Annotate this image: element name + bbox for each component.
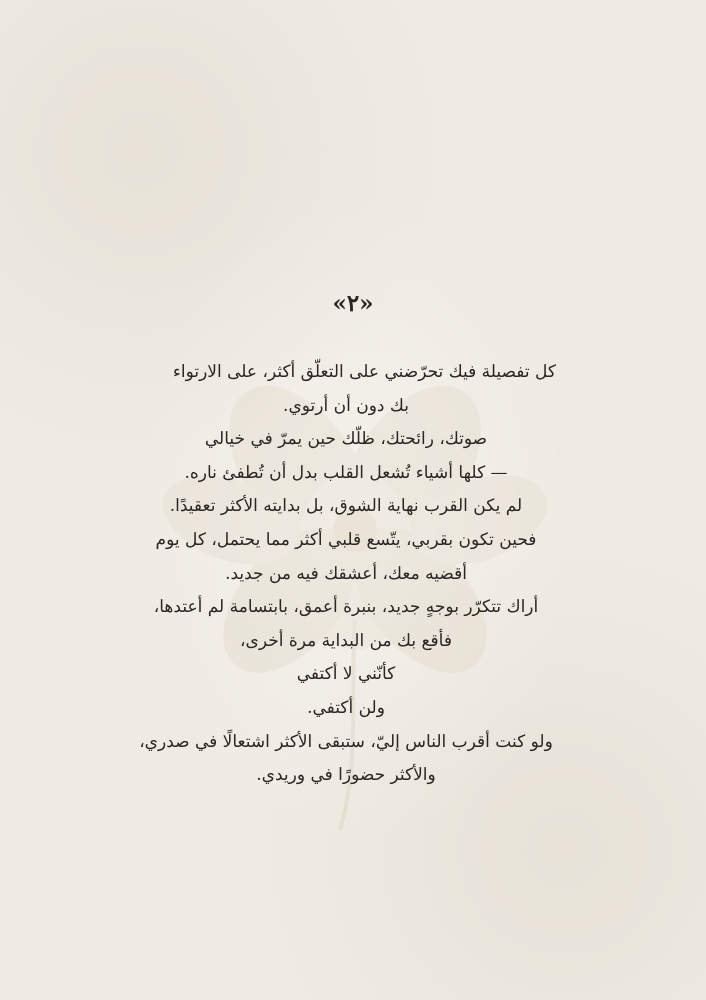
poem-line: أقضيه معك، أعشقك فيه من جديد. (225, 563, 467, 584)
poem-line: صوتك، رائحتك، ظلّك حين يمرّ في خيالي (204, 429, 488, 450)
poem-line: والأكثر حضورًا في وريدي. (256, 765, 436, 786)
poem-line: لم يكن القرب نهاية الشوق، بل بدايته الأكثر تعقيدًا. (169, 496, 523, 517)
poem-line: فحين تكون بقربي، يتّسع قلبي أكثر مما يحتمل، كل يوم (155, 529, 537, 550)
poem-line: أراك تتكرّر بوجهٍ جديد، بنبرة أعمق، بابتسامة لم أعتدها، (153, 597, 539, 618)
poem-line: بك دون أن أرتوي. (283, 395, 409, 416)
poem-line: — كلها أشياء تُشعل القلب بدل أن تُطفئ ناره. (184, 462, 508, 483)
chapter-number: «٢» (332, 290, 374, 317)
poem-line: كأنّني لا أكتفي (296, 664, 396, 685)
poem-line: فأقع بك من البداية مرة أخرى، (240, 630, 452, 651)
poem (136, 356, 556, 793)
poem-line: ولن أكتفي. (307, 697, 385, 718)
poem-line: ولو كنت أقرب الناس إليّ، ستبقى الأكثر اشتعالًا في صدري، (139, 731, 553, 752)
poem-line: كل تفصيلة فيك تحرّضني على التعلّق أكثر، على الارتواء (172, 362, 556, 382)
